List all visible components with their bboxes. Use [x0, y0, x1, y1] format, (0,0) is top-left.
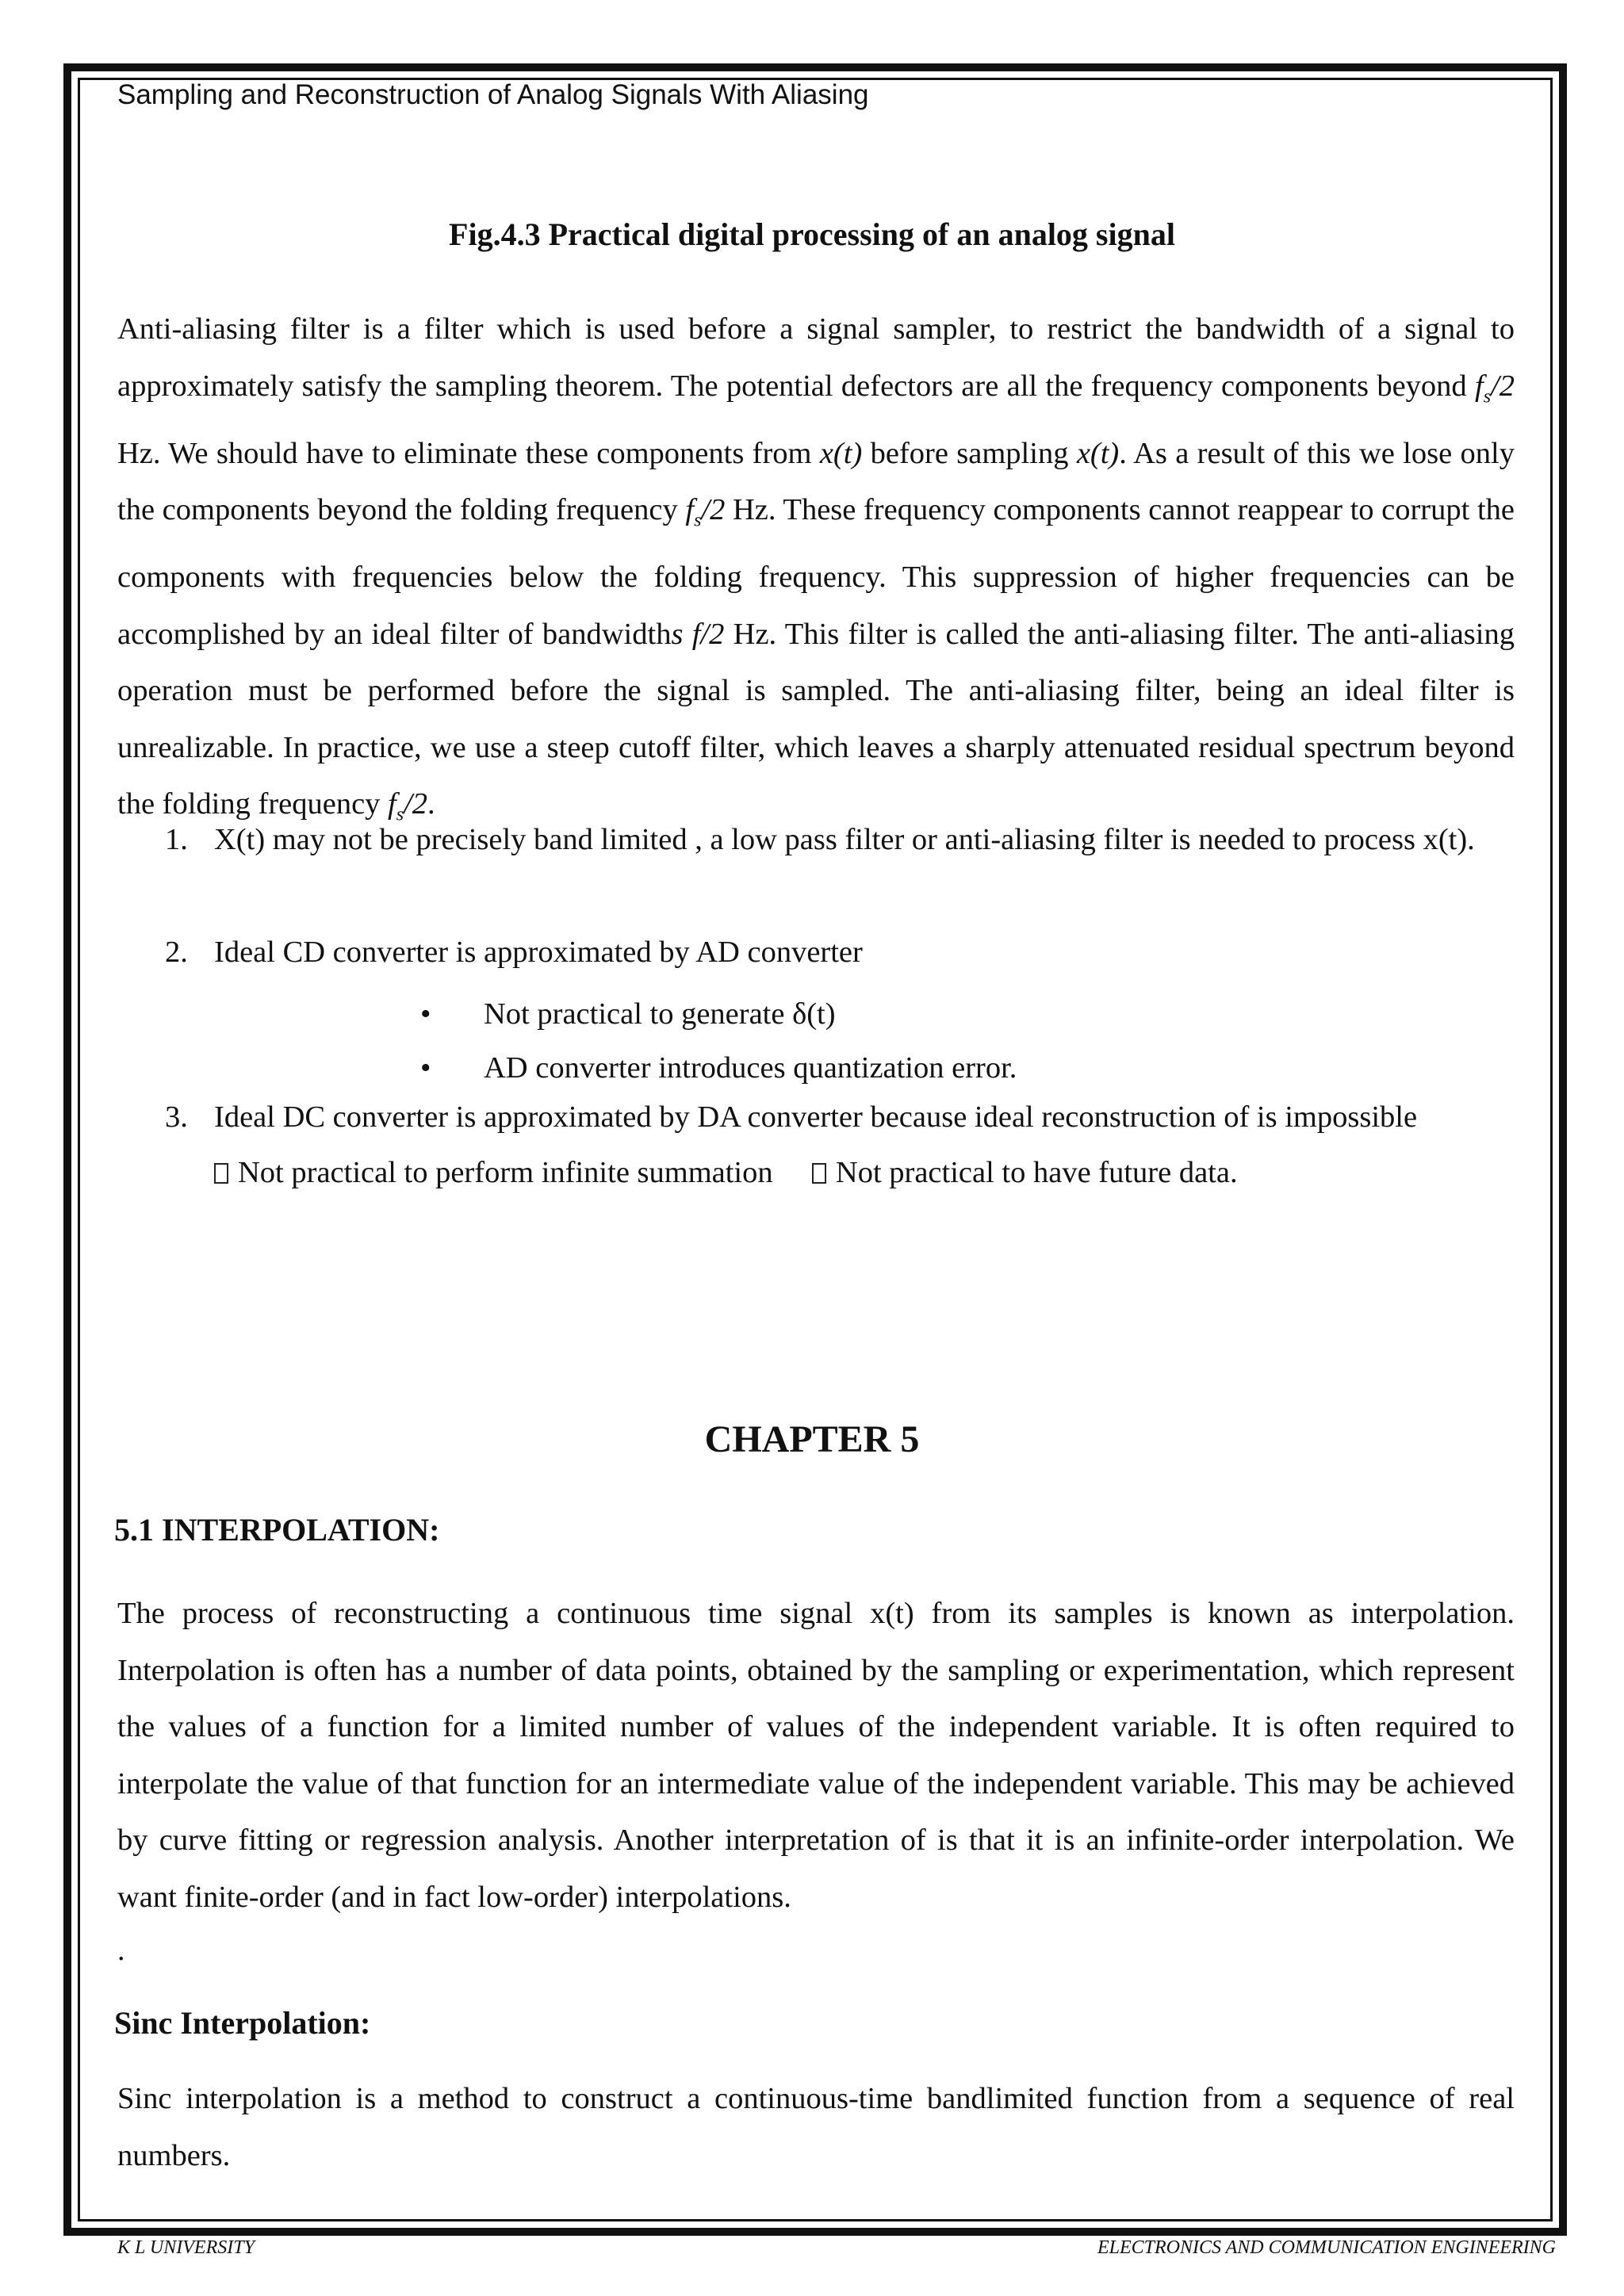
- sub-point-text: Not practical to have future data.: [835, 1156, 1238, 1189]
- bullet-text: AD converter introduces quantization error.: [484, 1051, 1017, 1085]
- section-heading: 5.1 INTERPOLATION:: [114, 1512, 440, 1548]
- sub-point-text: Not practical to perform infinite summation: [238, 1156, 773, 1189]
- sub-points-line: [214, 1146, 1238, 1199]
- figure-caption: Fig.4.3 Practical digital processing of an analog signal: [449, 216, 1175, 252]
- list-number: 3.: [165, 1100, 188, 1134]
- bullet-icon: •: [420, 1051, 431, 1085]
- list-item: [117, 812, 1515, 869]
- list-number: 1.: [165, 823, 188, 856]
- subsection-heading: Sinc Interpolation:: [114, 2005, 371, 2041]
- chapter-title: CHAPTER 5: [704, 1418, 920, 1460]
- list-number: 2.: [165, 936, 188, 969]
- list-text: Ideal CD converter is approximated by AD converter: [214, 936, 863, 969]
- bullet-icon: •: [420, 997, 431, 1031]
- anti-aliasing-paragraph: Anti-aliasing filter is a filter which is used before a signal sampler, to restrict the bandwidth of a signal to approximately satisfy the sampling theorem. The potential defectors are all the frequency components beyond $f_s/2$ Hz. We should have to eliminate these components from x(t) before sampling x(t). As a result of this we lose only the components beyond the folding frequency $f_s/2$ Hz. These frequency components cannot reappear to corrupt the components with frequencies below the folding frequency. This suppression of higher frequencies can be accomplished by an ideal filter of bandwidths f/2 Hz. This filter is called the anti-aliasing filter. The anti-aliasing operation must be performed before the signal is sampled. The anti-aliasing filter, being an ideal filter is unrealizable. In practice, we use a steep cutoff filter, which leaves a sharply attenuated residual spectrum beyond the folding frequency $f_s/2$.: [117, 312, 1515, 826]
- stray-dot: .: [117, 1934, 125, 1967]
- sinc-paragraph: Sinc interpolation is a method to construct a continuous-time bandlimited function from a sequence of real numbers.: [117, 2082, 1515, 2172]
- running-header: Sampling and Reconstruction of Analog Signals With Aliasing: [117, 79, 869, 110]
- missing-glyph-icon: [214, 1163, 228, 1184]
- footer-right: ELECTRONICS AND COMMUNICATION ENGINEERING: [1097, 2237, 1556, 2258]
- list-item: [117, 924, 1515, 982]
- list-text: X(t) may not be precisely band limited , a low pass filter or anti-aliasing filter is needed to process x(t).: [214, 823, 1475, 856]
- bullet-text: Not practical to generate δ(t): [484, 997, 836, 1031]
- footer-left: K L UNIVERSITY: [117, 2237, 255, 2258]
- list-text: Ideal DC converter is approximated by DA converter because ideal reconstruction of is impossible: [214, 1100, 1418, 1134]
- missing-glyph-icon: [812, 1163, 826, 1184]
- list-item: [117, 1089, 1515, 1146]
- interpolation-paragraph: The process of reconstructing a continuous time signal x(t) from its samples is known as interpolation. Interpolation is often has a number of data points, obtained by the sampling or experimentation, which represent the values of a function for a limited number of values of the independent variable. It is often required to interpolate the value of that function for an intermediate value of the independent variable. This may be achieved by curve fitting or regression analysis. Another interpretation of is that it is an infinite-order interpolation. We want finite-order (and in fact low-order) interpolations.: [117, 1597, 1515, 1914]
